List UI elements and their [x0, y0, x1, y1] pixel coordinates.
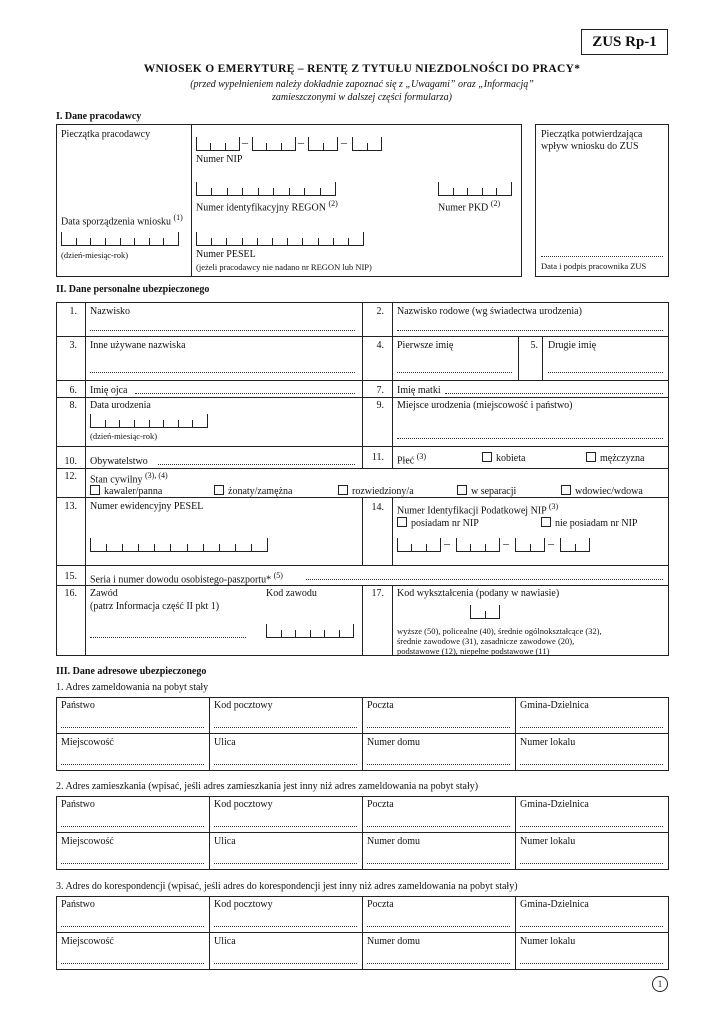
id-document-label: Seria i numer dowodu osobistego-paszportu* $^{(5)}$ — [90, 571, 283, 586]
father-name-input[interactable] — [135, 393, 355, 394]
flat-number-input[interactable] — [520, 863, 663, 864]
profession-note: (patrz Informacja część II pkt 1) — [90, 601, 220, 612]
post-office-label: Poczta — [367, 799, 394, 810]
regon-field[interactable] — [196, 182, 336, 196]
civil-option-married[interactable]: żonaty/zamężna — [214, 485, 292, 497]
education-codes-line-3: podstawowe (12), niepełne podstawowe (11) — [397, 646, 550, 656]
birth-date-label: Data urodzenia — [90, 400, 151, 411]
field-number: 11. — [371, 452, 384, 463]
field-number: 17. — [371, 588, 384, 599]
postal-code-label: Kod pocztowy — [214, 799, 273, 810]
postal-code-label: Kod pocztowy — [214, 899, 273, 910]
education-codes-line-2: średnie zawodowe (31), zasadnicze zawodowe (20), — [397, 636, 575, 646]
field-number: 13. — [64, 501, 77, 512]
post-office-label: Poczta — [367, 899, 394, 910]
civil-option-widowed[interactable]: wdowiec/wdowa — [561, 485, 643, 497]
checkbox-icon — [586, 452, 596, 462]
country-label: Państwo — [61, 899, 95, 910]
checkbox-icon — [214, 485, 224, 495]
flat-number-label: Numer lokalu — [520, 737, 576, 748]
country-label: Państwo — [61, 799, 95, 810]
other-surnames-input[interactable] — [90, 372, 355, 373]
personal-nip-field-4[interactable] — [560, 538, 590, 552]
checkbox-icon — [541, 517, 551, 527]
application-date-label: Data sporządzenia wniosku $^{(1)}$ — [61, 213, 183, 228]
field-number: 5. — [530, 340, 538, 351]
post-office-input[interactable] — [367, 826, 510, 827]
employer-pesel-note: (jeżeli pracodawcy nie nadano nr REGON lub NIP) — [196, 262, 372, 272]
first-name-input[interactable] — [397, 372, 512, 373]
field-number: 14. — [371, 502, 384, 513]
street-label: Ulica — [214, 836, 236, 847]
second-name-input[interactable] — [548, 372, 663, 373]
citizenship-label: Obywatelstwo — [90, 456, 148, 467]
field-number: 9. — [376, 400, 384, 411]
city-input[interactable] — [61, 764, 204, 765]
street-input[interactable] — [214, 863, 357, 864]
employer-nip-field-4[interactable] — [352, 137, 382, 151]
checkbox-icon — [457, 485, 467, 495]
post-office-input[interactable] — [367, 727, 510, 728]
application-date-field[interactable] — [61, 232, 179, 246]
city-label: Miejscowość — [61, 936, 114, 947]
other-surnames-label: Inne używane nazwiska — [90, 340, 186, 351]
field-number: 6. — [69, 385, 77, 396]
gmina-label: Gmina-Dzielnica — [520, 899, 589, 910]
city-label: Miejscowość — [61, 836, 114, 847]
flat-number-label: Numer lokalu — [520, 936, 576, 947]
education-code-field[interactable] — [470, 605, 500, 619]
post-office-input[interactable] — [367, 926, 510, 927]
form-subtitle-1: (przed wypełnieniem należy dokładnie zapoznać się z „Uwagami” oraz „Informacją” — [190, 79, 534, 90]
birth-date-format-hint: (dzień-miesiąc-rok) — [90, 431, 158, 441]
form-id-badge: ZUS Rp-1 — [581, 29, 668, 55]
flat-number-input[interactable] — [520, 963, 663, 964]
section-3-title: III. Dane adresowe ubezpieczonego — [56, 666, 207, 677]
street-input[interactable] — [214, 764, 357, 765]
city-input[interactable] — [61, 963, 204, 964]
house-number-input[interactable] — [367, 764, 510, 765]
checkbox-icon — [397, 517, 407, 527]
street-label: Ulica — [214, 737, 236, 748]
address-2-title: 2. Adres zamieszkania (wpisać, jeśli adres zamieszkania jest inny niż adres zameldowania na pobyt stały) — [56, 781, 479, 792]
zus-stamp-label-2: wpływ wniosku do ZUS — [541, 141, 639, 152]
field-number: 4. — [376, 340, 384, 351]
birth-surname-label: Nazwisko rodowe (wg świadectwa urodzenia) — [397, 306, 582, 317]
civil-status-label: Stan cywilny $^{(3), (4)}$ — [90, 471, 168, 486]
sex-label: Płeć $^{(3)}$ — [397, 452, 427, 467]
checkbox-icon — [482, 452, 492, 462]
profession-input[interactable] — [90, 637, 246, 638]
employer-pesel-field[interactable] — [196, 232, 364, 246]
house-number-input[interactable] — [367, 863, 510, 864]
house-number-label: Numer domu — [367, 836, 421, 847]
postal-code-input[interactable] — [214, 826, 357, 827]
street-input[interactable] — [214, 963, 357, 964]
civil-option-single[interactable]: kawaler/panna — [90, 485, 162, 497]
education-code-label: Kod wykształcenia (podany w nawiasie) — [397, 588, 560, 599]
country-input[interactable] — [61, 727, 204, 728]
father-name-label: Imię ojca — [90, 385, 128, 396]
section-2-title: II. Dane personalne ubezpieczonego — [56, 284, 210, 295]
house-number-input[interactable] — [367, 963, 510, 964]
field-number: 8. — [69, 400, 77, 411]
gmina-label: Gmina-Dzielnica — [520, 700, 589, 711]
address-3-title: 3. Adres do korespondencji (wpisać, jeśli adres do korespondencji jest inny niż adres zameldowania na pobyt stały) — [56, 881, 518, 892]
field-number: 16. — [64, 588, 77, 599]
personal-nip-field[interactable] — [397, 538, 441, 552]
field-number: 15. — [64, 571, 77, 582]
page-number: 1 — [652, 976, 668, 992]
employer-nip-field-2[interactable] — [252, 137, 296, 151]
surname-label: Nazwisko — [90, 306, 130, 317]
gmina-input[interactable] — [520, 926, 663, 927]
field-number: 10. — [64, 456, 77, 467]
personal-nip-field-2[interactable] — [456, 538, 500, 552]
date-format-hint: (dzień-miesiąc-rok) — [61, 250, 129, 260]
field-number: 1. — [69, 306, 77, 317]
personal-nip-field-3[interactable] — [515, 538, 545, 552]
city-input[interactable] — [61, 863, 204, 864]
field-number: 7. — [376, 385, 384, 396]
employer-nip-field-3[interactable] — [308, 137, 338, 151]
id-document-input[interactable] — [306, 579, 663, 580]
field-number: 3. — [69, 340, 77, 351]
post-office-label: Poczta — [367, 700, 394, 711]
birth-surname-input[interactable] — [397, 330, 663, 331]
has-nip-option[interactable]: posiadam nr NIP — [397, 517, 479, 529]
postal-code-label: Kod pocztowy — [214, 700, 273, 711]
no-nip-option[interactable]: nie posiadam nr NIP — [541, 517, 638, 529]
education-codes-line-1: wyższe (50), policealne (40), średnie ogólnokształcące (32), — [397, 626, 602, 636]
profession-label: Zawód — [90, 588, 118, 599]
civil-option-divorced[interactable]: rozwiedziony/a — [338, 485, 414, 497]
profession-code-field[interactable] — [266, 624, 354, 638]
address-1-title: 1. Adres zameldowania na pobyt stały — [56, 682, 209, 693]
regon-label: Numer identyfikacyjny REGON $^{(2)}$ — [196, 199, 338, 214]
form-title: WNIOSEK O EMERYTURĘ – RENTĘ Z TYTUŁU NIEZDOLNOŚCI DO PRACY* — [143, 63, 581, 75]
pesel-field[interactable] — [90, 538, 268, 552]
flat-number-input[interactable] — [520, 764, 663, 765]
employer-pesel-label: Numer PESEL — [196, 249, 256, 260]
second-name-label: Drugie imię — [548, 340, 597, 351]
checkbox-icon — [90, 485, 100, 495]
postal-code-input[interactable] — [214, 727, 357, 728]
form-subtitle-2: zamieszczonymi w dalszej części formularza) — [272, 92, 452, 103]
profession-code-label: Kod zawodu — [266, 588, 317, 599]
birthplace-input[interactable] — [397, 438, 663, 439]
house-number-label: Numer domu — [367, 737, 421, 748]
citizenship-input[interactable] — [158, 464, 355, 465]
employer-nip-field[interactable] — [196, 137, 240, 151]
city-label: Miejscowość — [61, 737, 114, 748]
gmina-input[interactable] — [520, 727, 663, 728]
country-label: Państwo — [61, 700, 95, 711]
civil-option-separated[interactable]: w separacji — [457, 485, 516, 497]
checkbox-icon — [561, 485, 571, 495]
section-1-title: I. Dane pracodawcy — [56, 111, 142, 122]
country-input[interactable] — [61, 826, 204, 827]
country-input[interactable] — [61, 926, 204, 927]
street-label: Ulica — [214, 936, 236, 947]
mother-name-input[interactable] — [445, 393, 663, 394]
pesel-label: Numer ewidencyjny PESEL — [90, 501, 204, 512]
flat-number-label: Numer lokalu — [520, 836, 576, 847]
sex-female-option[interactable]: kobieta — [482, 452, 525, 464]
birthplace-label: Miejsce urodzenia (miejscowość i państwo) — [397, 400, 573, 411]
gmina-label: Gmina-Dzielnica — [520, 799, 589, 810]
checkbox-icon — [338, 485, 348, 495]
birth-date-field[interactable] — [90, 414, 208, 428]
employer-stamp-label: Pieczątka pracodawcy — [61, 129, 151, 140]
nip-personal-label: Numer Identyfikacji Podatkowej NIP $^{(3)}$ — [397, 502, 559, 517]
pkd-field[interactable] — [438, 182, 512, 196]
zus-stamp-label-1: Pieczątka potwierdzająca — [541, 129, 643, 140]
sex-male-option[interactable]: mężczyzna — [586, 452, 644, 464]
nip-label: Numer NIP — [196, 154, 243, 165]
postal-code-input[interactable] — [214, 926, 357, 927]
field-number: 12. — [64, 471, 77, 482]
gmina-input[interactable] — [520, 826, 663, 827]
zus-sign-label: Data i podpis pracownika ZUS — [541, 261, 647, 271]
surname-input[interactable] — [90, 330, 355, 331]
pkd-label: Numer PKD $^{(2)}$ — [438, 199, 501, 214]
house-number-label: Numer domu — [367, 936, 421, 947]
first-name-label: Pierwsze imię — [397, 340, 454, 351]
mother-name-label: Imię matki — [397, 385, 441, 396]
field-number: 2. — [376, 306, 384, 317]
